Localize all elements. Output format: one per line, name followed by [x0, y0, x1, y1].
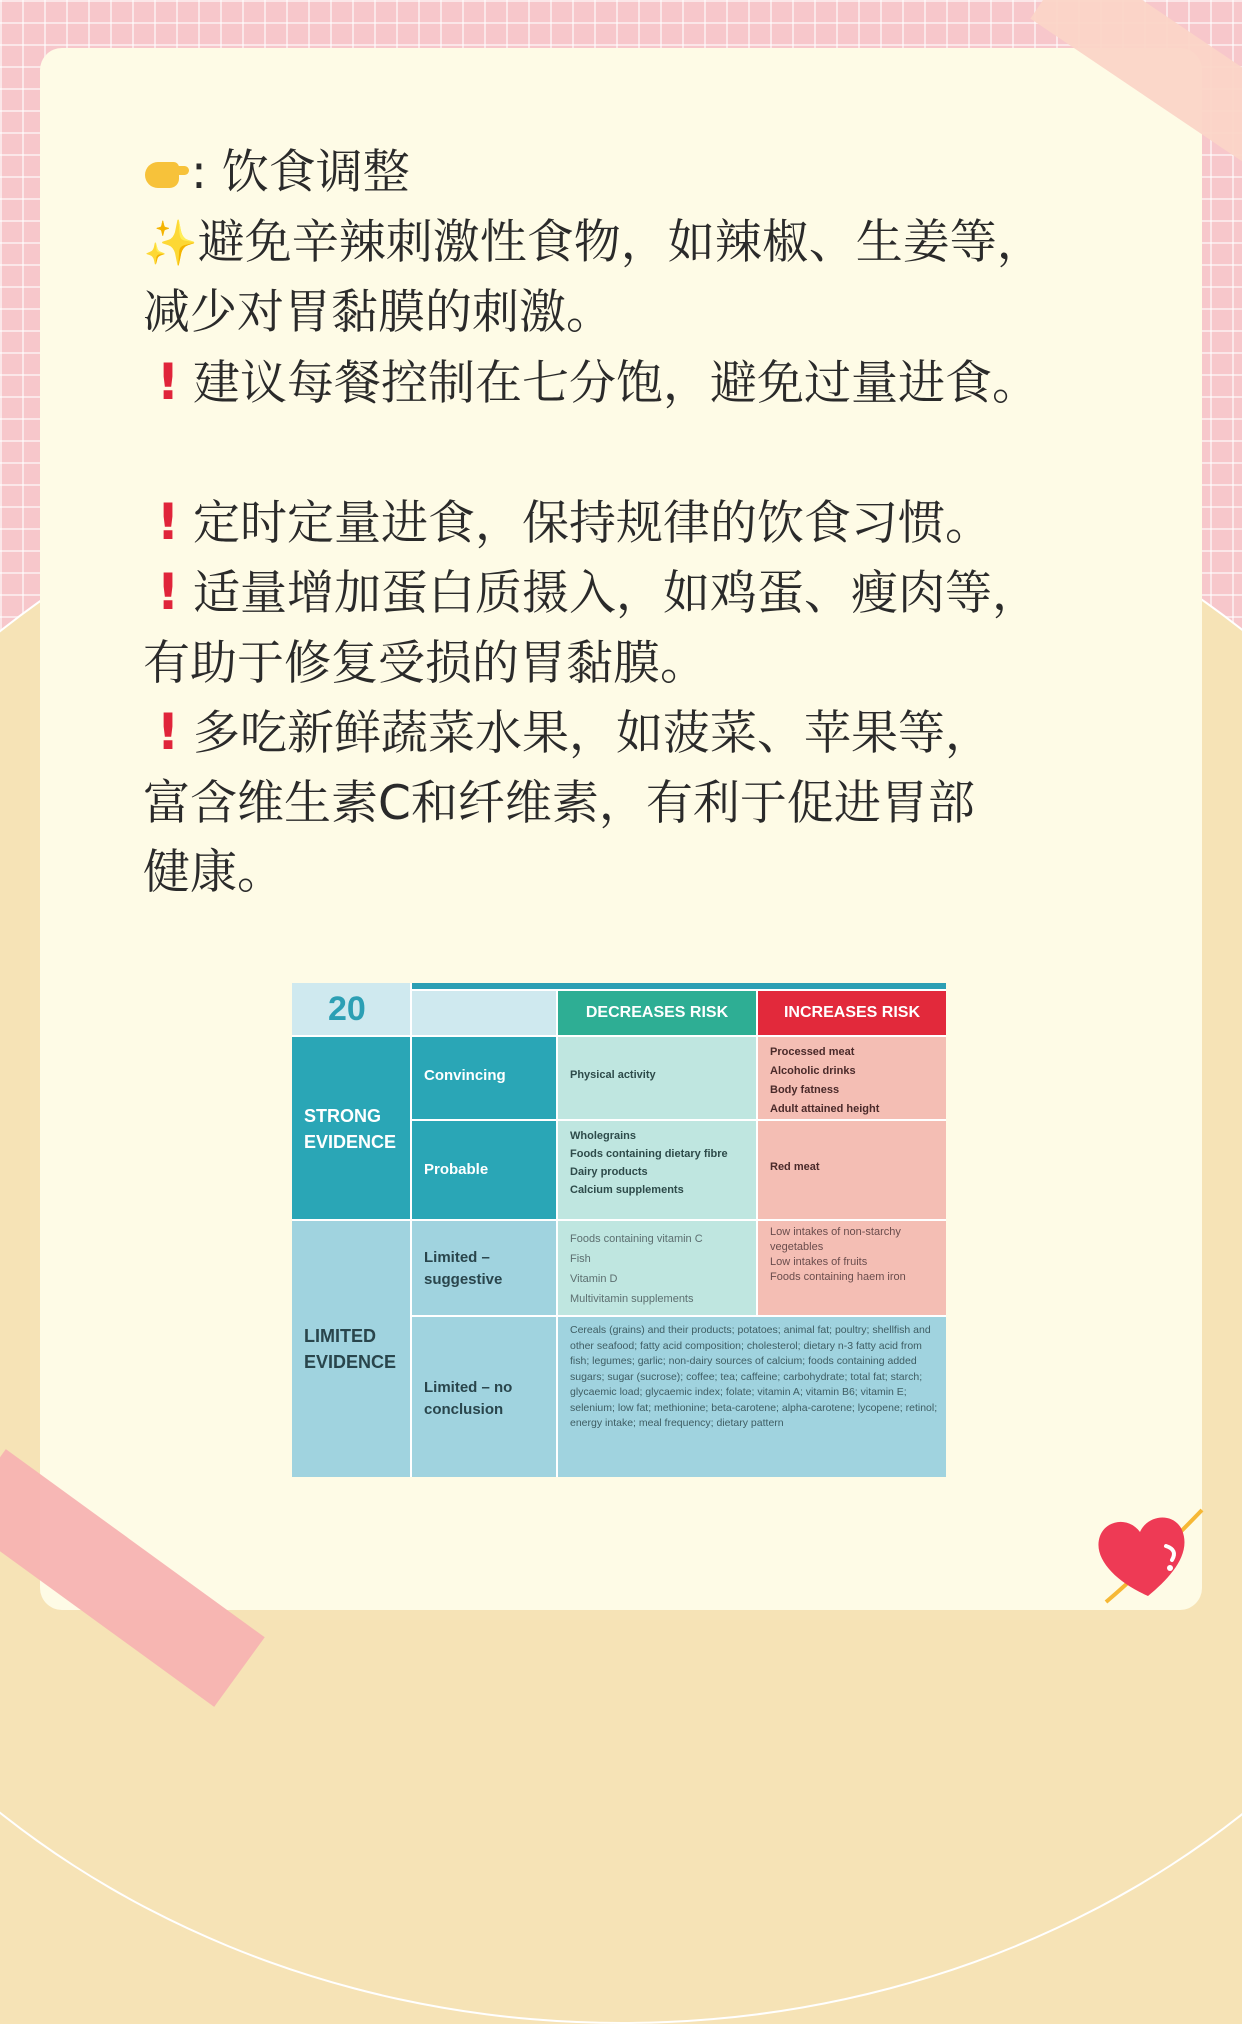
- post-text: [143, 138, 1133, 908]
- text-line: ! 定时定量进食，保持规律的饮食习惯。: [143, 488, 1133, 559]
- increases-risk-header: INCREASES RISK: [758, 991, 946, 1035]
- exclamation-icon: !: [156, 563, 180, 621]
- header-blank: [412, 991, 556, 1035]
- point-right-icon: [143, 156, 191, 192]
- decreases-risk-header: DECREASES RISK: [558, 991, 756, 1035]
- text-line: ✨避免辛辣刺激性食物，如辣椒、生姜等，: [143, 214, 1044, 270]
- blank-line: [143, 418, 1133, 488]
- probable-decreases-cell: Wholegrains Foods containing dietary fibre Dairy products Calcium supplements: [558, 1121, 756, 1219]
- exclamation-icon: !: [156, 492, 180, 551]
- suggestive-decreases-cell: Foods containing vitamin C Fish Vitamin D Multivitamin supplements: [558, 1221, 756, 1315]
- probable-increases-cell: Red meat: [758, 1121, 946, 1219]
- text-line: ! 建议每餐控制在七分饱，避免过量进食。: [143, 348, 1133, 419]
- convincing-increases-cell: Processed meat Alcoholic drinks Body fatness Adult attained height: [758, 1037, 946, 1119]
- convincing-decreases-cell: Physical activity: [558, 1037, 756, 1119]
- sparkles-icon: ✨: [143, 217, 198, 269]
- limited-evidence-label: LIMITED EVIDENCE: [292, 1221, 410, 1477]
- text-line: 减少对胃黏膜的刺激。: [143, 285, 613, 340]
- year-fragment: 20: [292, 983, 410, 1035]
- limited-no-conclusion-label: Limited – no conclusion: [412, 1317, 556, 1477]
- text-line: 健康。: [143, 845, 284, 900]
- text-line: 有助于修复受损的胃黏膜。: [143, 635, 707, 691]
- evidence-table-image: [292, 983, 946, 1477]
- no-conclusion-cell: Cereals (grains) and their products; potatoes; animal fat; poultry; shellfish and other seafood; fatty acid composition; cholesterol; dietary n-3 fatty acid from fish; legumes; garlic; non-dairy sources of calcium; foods containing added sugars; sugar (sucrose); coffee; tea; caffeine; carbohydrate; total fat; starch; glycaemic load; glycaemic index; folate; vitamin A; vitamin B6; vitamin E; selenium; low fat; methionine; beta-carotene; alpha-carotene; lycopene; retinol; energy intake; meal frequency; dietary pattern: [558, 1317, 946, 1477]
- limited-suggestive-label: Limited – suggestive: [412, 1221, 556, 1315]
- suggestive-increases-cell: Low intakes of non-starchy vegetables Low intakes of fruits Foods containing haem iron: [758, 1221, 946, 1315]
- strong-evidence-label: STRONG EVIDENCE: [292, 1037, 410, 1219]
- table-top-rule: [412, 983, 946, 989]
- exclamation-icon: !: [156, 703, 180, 761]
- text-line: ! 多吃新鲜蔬菜水果，如菠菜、苹果等，: [143, 698, 1133, 769]
- probable-label: Probable: [412, 1121, 556, 1219]
- convincing-label: Convincing: [412, 1037, 556, 1119]
- text-line: ! 适量增加蛋白质摄入，如鸡蛋、瘦肉等，: [143, 558, 1133, 629]
- text-line: 富含维生素C和纤维素，有利于促进胃部: [143, 775, 975, 831]
- heart-icon: [1086, 1498, 1206, 1608]
- section-heading: : 饮食调整: [143, 138, 1133, 208]
- exclamation-icon: !: [156, 352, 180, 411]
